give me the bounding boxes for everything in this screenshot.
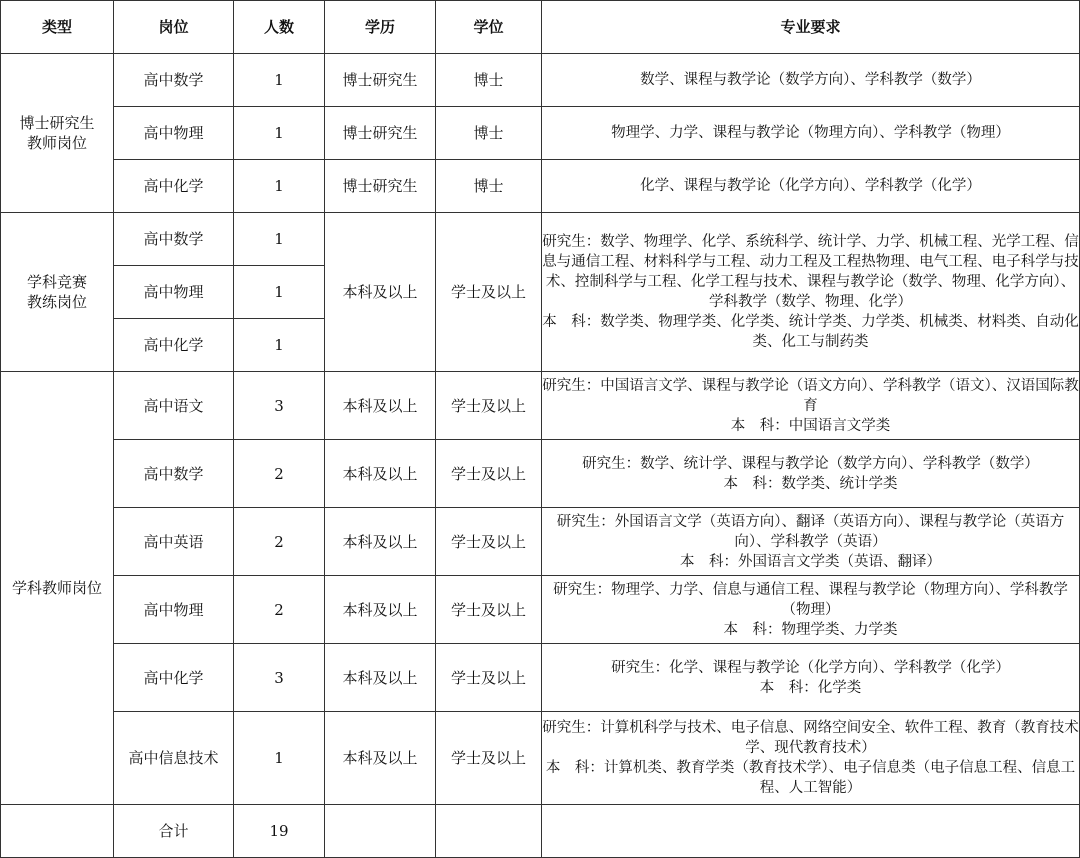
table-row (1, 712, 1080, 805)
requirements-cell (542, 644, 1080, 712)
requirements-cell (542, 440, 1080, 508)
position-cell: 高中数学 (114, 54, 234, 107)
count-cell: 3 (234, 644, 325, 712)
total-empty-cell (1, 805, 114, 858)
requirements-cell (542, 372, 1080, 440)
requirements-cell: 化学、课程与教学论（化学方向）、学科教学（化学） (542, 160, 1080, 213)
requirements-undergraduate: 本 科：化学类 (759, 679, 862, 696)
header-position: 岗位 (114, 1, 234, 54)
table-row (1, 644, 1080, 712)
requirements-undergraduate: 本 科：中国语言文学类 (730, 417, 891, 434)
count-cell: 3 (234, 372, 325, 440)
count-cell: 2 (234, 440, 325, 508)
requirements-cell (542, 712, 1080, 805)
education-cell: 本科及以上 (325, 576, 436, 644)
requirements-cell: 物理学、力学、课程与教学论（物理方向）、学科教学（物理） (542, 107, 1080, 160)
requirements-graduate: 研究生：中国语言文学、课程与教学论（语文方向）、学科教学（语文）、汉语国际教育 (542, 377, 1079, 414)
table-row (1, 508, 1080, 576)
education-cell: 本科及以上 (325, 712, 436, 805)
requirements-cell: 数学、课程与教学论（数学方向）、学科教学（数学） (542, 54, 1080, 107)
count-cell: 1 (234, 54, 325, 107)
requirements-cell (542, 508, 1080, 576)
degree-cell: 博士 (436, 54, 542, 107)
type-label-line2: 教练岗位 (26, 293, 87, 311)
table-row (1, 372, 1080, 440)
requirements-graduate: 研究生：外国语言文学（英语方向）、翻译（英语方向）、课程与教学论（英语方向）、学科教学（英语） (556, 513, 1065, 550)
degree-cell: 博士 (436, 107, 542, 160)
position-cell: 高中信息技术 (114, 712, 234, 805)
position-cell: 高中语文 (114, 372, 234, 440)
total-label: 合计 (114, 805, 234, 858)
education-cell: 博士研究生 (325, 54, 436, 107)
position-cell: 高中物理 (114, 576, 234, 644)
education-cell: 博士研究生 (325, 107, 436, 160)
position-cell: 高中物理 (114, 266, 234, 319)
education-cell: 本科及以上 (325, 440, 436, 508)
degree-cell: 学士及以上 (436, 440, 542, 508)
table-row (1, 107, 1080, 160)
position-cell: 高中英语 (114, 508, 234, 576)
requirements-cell (542, 576, 1080, 644)
table-row (1, 160, 1080, 213)
position-cell: 高中数学 (114, 440, 234, 508)
header-row (1, 1, 1080, 54)
requirements-graduate: 研究生：物理学、力学、信息与通信工程、课程与教学论（物理方向）、学科教学（物理） (553, 581, 1068, 618)
header-education: 学历 (325, 1, 436, 54)
table-row (1, 54, 1080, 107)
count-cell: 2 (234, 508, 325, 576)
requirements-graduate: 研究生：数学、物理学、化学、系统科学、统计学、力学、机械工程、光学工程、信息与通信工程、材料科学与工程、动力工程及工程热物理、电气工程、电子科学与技术、控制科学与工程、化学工程与技术、课程与教学论（数学、物理、化学方向）、学科教学（数学、物理、化学） (542, 234, 1079, 310)
position-cell: 高中化学 (114, 644, 234, 712)
requirements-graduate: 研究生：计算机科学与技术、电子信息、网络空间安全、软件工程、教育（教育技术学、现代教育技术） (542, 720, 1079, 756)
table-row (1, 213, 1080, 266)
count-cell: 1 (234, 319, 325, 372)
type-cell-competition (1, 213, 114, 372)
count-cell: 1 (234, 712, 325, 805)
education-cell: 博士研究生 (325, 160, 436, 213)
type-cell-phd (1, 54, 114, 213)
header-degree: 学位 (436, 1, 542, 54)
education-cell: 本科及以上 (325, 508, 436, 576)
education-cell: 本科及以上 (325, 644, 436, 712)
education-cell: 本科及以上 (325, 213, 436, 372)
position-cell: 高中化学 (114, 160, 234, 213)
degree-cell: 学士及以上 (436, 508, 542, 576)
header-type: 类型 (1, 1, 114, 54)
degree-cell: 学士及以上 (436, 576, 542, 644)
header-count: 人数 (234, 1, 325, 54)
requirements-undergraduate: 本 科：数学类、物理学类、化学类、统计学类、力学类、机械类、材料类、自动化类、化工与制药类 (542, 314, 1079, 350)
degree-cell: 博士 (436, 160, 542, 213)
total-empty-cell (325, 805, 436, 858)
count-cell: 1 (234, 266, 325, 319)
total-row (1, 805, 1080, 858)
type-cell-subject: 学科教师岗位 (1, 372, 114, 805)
type-label-line1: 学科竞赛 (26, 273, 87, 291)
education-cell: 本科及以上 (325, 372, 436, 440)
requirements-undergraduate: 本 科：外国语言文学类（英语、翻译） (680, 553, 941, 570)
type-label-line1: 博士研究生 (19, 114, 95, 132)
position-cell: 高中数学 (114, 213, 234, 266)
position-cell: 高中物理 (114, 107, 234, 160)
count-cell: 1 (234, 160, 325, 213)
total-empty-cell (542, 805, 1080, 858)
count-cell: 2 (234, 576, 325, 644)
header-requirements: 专业要求 (542, 1, 1080, 54)
type-label-line2: 教师岗位 (26, 134, 87, 152)
table-row (1, 440, 1080, 508)
count-cell: 1 (234, 213, 325, 266)
degree-cell: 学士及以上 (436, 644, 542, 712)
table-row (1, 576, 1080, 644)
degree-cell: 学士及以上 (436, 372, 542, 440)
total-empty-cell (436, 805, 542, 858)
requirements-graduate: 研究生：化学、课程与教学论（化学方向）、学科教学（化学） (611, 659, 1010, 676)
requirements-undergraduate: 本 科：物理学类、力学类 (723, 621, 898, 638)
requirements-graduate: 研究生：数学、统计学、课程与教学论（数学方向）、学科教学（数学） (582, 455, 1039, 472)
requirements-undergraduate: 本 科：数学类、统计学类 (723, 475, 898, 492)
requirements-cell (542, 213, 1080, 372)
degree-cell: 学士及以上 (436, 712, 542, 805)
position-cell: 高中化学 (114, 319, 234, 372)
degree-cell: 学士及以上 (436, 213, 542, 372)
requirements-undergraduate: 本 科：计算机类、教育学类（教育技术学）、电子信息类（电子信息工程、信息工程、人工智能） (545, 760, 1076, 796)
total-count: 19 (234, 805, 325, 858)
count-cell: 1 (234, 107, 325, 160)
